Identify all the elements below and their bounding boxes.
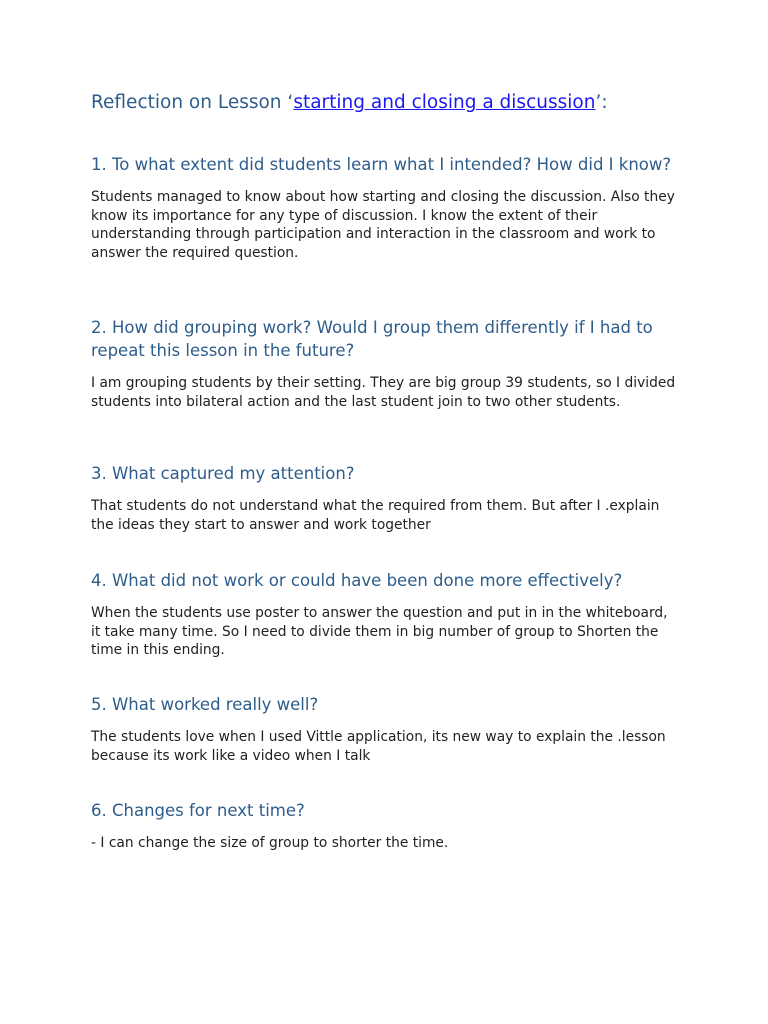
section-answer: The students love when I used Vittle application, its new way to explain the .lesson because its work like a video when I talk — [91, 729, 666, 764]
section-question: 4. What did not work or could have been done more effectively? — [91, 571, 623, 590]
reflection-section-6 — [91, 799, 681, 853]
page-title — [91, 92, 608, 113]
reflection-section-3 — [91, 462, 681, 534]
section-question: 1. To what extent did students learn what I intended? How did I know? — [91, 155, 672, 174]
section-answer: Students managed to know about how starting and closing the discussion. Also they know its importance for any type of discussion. I know the extent of their understanding through participation and interaction in the classroom and work to answer the required question. — [91, 189, 675, 261]
section-answer: That students do not understand what the required from them. But after I .explain the ideas they start to answer and work together — [91, 498, 660, 533]
section-question: 6. Changes for next time? — [91, 801, 305, 820]
section-answer: When the students use poster to answer the question and put in in the whiteboard, it take many time. So I need to divide them in big number of group to Shorten the time in this ending. — [91, 605, 668, 658]
reflection-section-2 — [91, 316, 681, 411]
section-question: 3. What captured my attention? — [91, 464, 355, 483]
section-question: 2. How did grouping work? Would I group them differently if I had to repeat this lesson in the future? — [91, 318, 653, 360]
title-prefix: Reflection on Lesson ‘ — [91, 92, 294, 113]
reflection-section-4 — [91, 569, 681, 660]
title-suffix: ’: — [595, 92, 608, 113]
lesson-title-link[interactable]: starting and closing a discussion — [293, 92, 596, 113]
section-answer: I am grouping students by their setting. They are big group 39 students, so I divided students into bilateral action and the last student join to two other students. — [91, 375, 676, 410]
section-question: 5. What worked really well? — [91, 695, 319, 714]
section-answer: - I can change the size of group to shorter the time. — [91, 835, 449, 851]
reflection-section-1 — [91, 153, 681, 262]
reflection-section-5 — [91, 693, 681, 765]
